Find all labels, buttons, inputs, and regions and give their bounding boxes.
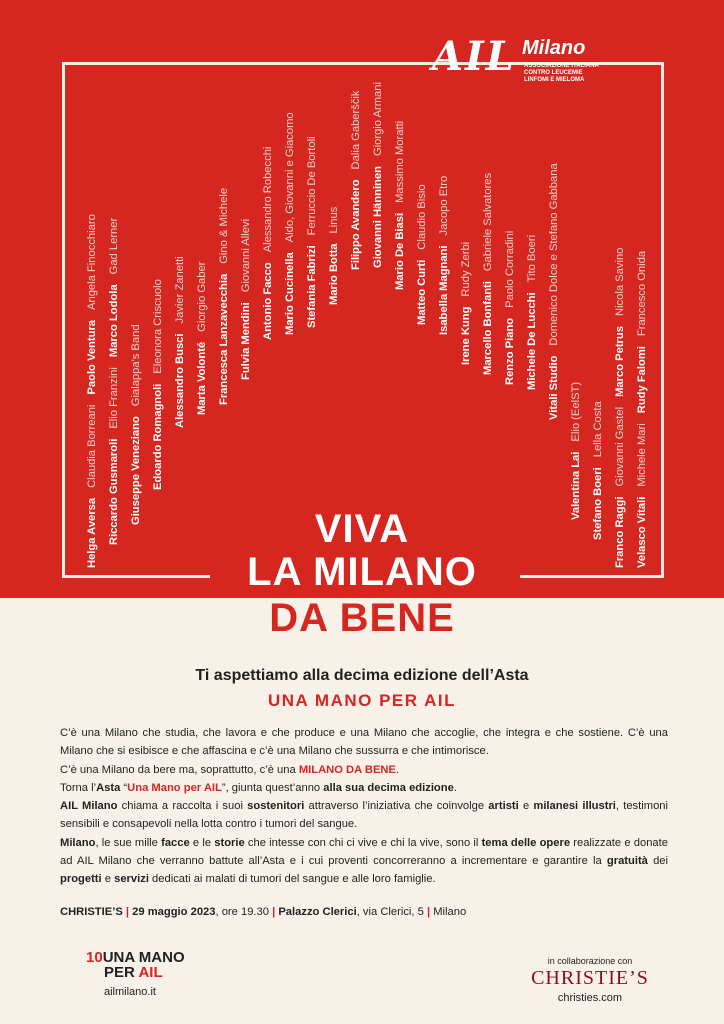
auction-name: Una Mano per AIL [127, 781, 222, 794]
event-venue: Palazzo Clerici [278, 906, 357, 918]
text-bold: milanesi illustri [533, 800, 616, 813]
name-entry: Marco Lodola [108, 284, 120, 358]
name-entry: Giorgio Armani [372, 82, 384, 157]
name-entry: Matteo Curti [416, 259, 428, 325]
name-entry: Michele De Lucchi [526, 292, 538, 390]
name-column [328, 207, 341, 305]
name-entry: Michele Mari [636, 423, 648, 487]
name-entry: Stefano Boeri [592, 467, 604, 540]
christies-logo[interactable]: CHRISTIE’S [531, 967, 649, 989]
separator: | [272, 906, 276, 918]
paragraph-5 [60, 834, 668, 889]
name-entry: Isabella Magnani [438, 245, 450, 335]
separator: | [125, 906, 130, 918]
event-address: , via Clerici, 5 [356, 906, 424, 918]
name-entry: Stefania Fabrizi [306, 245, 318, 328]
paragraph-3 [60, 779, 668, 797]
name-entry: Paolo Corradini [504, 230, 516, 308]
separator: | [426, 906, 431, 918]
name-entry: Francesco Onida [636, 250, 648, 337]
name-entry: Gabriele Salvatores [482, 172, 494, 272]
name-entry: Eleonora Criscuolo [152, 279, 164, 374]
ail-milano-link[interactable]: ailmilano.it [104, 986, 156, 998]
text-bold: facce [161, 836, 190, 849]
auction-house: CHRISTIE’S [60, 906, 123, 918]
name-column [438, 176, 451, 335]
name-column [174, 256, 187, 428]
una-mano-per-ail-logo[interactable] [86, 950, 216, 998]
event-date: 29 maggio 2023 [132, 906, 216, 918]
name-entry: Marta Volonté [196, 341, 208, 415]
paragraph-2 [60, 761, 668, 779]
text-run: dedicati ai malati di tumori del sangue e alle loro famiglie. [148, 873, 436, 886]
name-column [570, 382, 583, 520]
logo-subtitle-line: ASSOCIAZIONE ITALIANA [524, 63, 599, 69]
name-column [394, 121, 407, 290]
text-bold: alla sua decima edizione [323, 781, 454, 794]
name-column [372, 82, 385, 268]
text-run: . [453, 781, 457, 794]
name-column [130, 324, 143, 525]
name-entry: Gad Lerner [108, 217, 120, 275]
name-column [504, 231, 517, 385]
name-entry: Nicola Savino [614, 247, 626, 317]
christies-block [520, 956, 660, 1004]
text-bold: AIL Milano [60, 800, 118, 813]
name-entry: Mario Botta [328, 243, 340, 305]
name-entry: Mario De Biasi [394, 212, 406, 290]
footer-logo-line-1 [86, 950, 216, 965]
name-entry: Angela Finocchiaro [86, 214, 98, 310]
name-entry: Lella Costa [592, 401, 604, 458]
name-entry: Claudio Bisio [416, 184, 428, 250]
text-bold: Asta [96, 781, 121, 794]
paragraph-4 [60, 797, 668, 834]
name-entry: Mario Cucinella [284, 252, 296, 335]
name-entry: Aldo, Giovanni e Giacomo [284, 112, 296, 243]
name-entry: Edoardo Romagnoli [152, 383, 164, 490]
name-column [284, 112, 297, 335]
name-column [482, 173, 495, 375]
name-entry: Filippo Avandero [350, 179, 362, 270]
name-column [416, 184, 429, 325]
name-column [196, 262, 209, 415]
name-entry: Paolo Ventura [86, 319, 98, 395]
text-bold: Milano [60, 836, 96, 849]
text-run: e [518, 800, 534, 813]
subtitle: Ti aspettiamo alla decima edizione dell’Asta [195, 667, 529, 684]
footer-logo-text: PER [104, 964, 139, 981]
name-column [306, 136, 319, 328]
title-line-3: DA BENE [269, 596, 455, 640]
logo-city: Milano [522, 37, 586, 59]
text-bold: progetti [60, 873, 102, 886]
text-bold: sostenitori [247, 800, 305, 813]
text-run: attraverso l’iniziativa che coinvolge [304, 800, 489, 813]
text-run: realizzate e donate ad AIL Milano che verranno battute all’Asta e i cui proventi concorreranno a incrementare e garantire la [60, 836, 668, 868]
ail-logo-mark: AIL [432, 33, 516, 80]
text-bold: tema delle opere [481, 836, 571, 849]
name-column [218, 188, 231, 405]
name-entry: Dalia Gaberščik [350, 90, 362, 170]
name-entry: Tito Boeri [526, 234, 538, 283]
name-entry: Alessandro Robecchi [262, 146, 274, 253]
name-entry: Rudy Zerbi [460, 241, 472, 297]
event-details [60, 906, 680, 918]
name-entry: Elio (EelST) [570, 381, 582, 442]
name-entry: Ferruccio De Bortoli [306, 136, 318, 236]
name-column [526, 235, 539, 390]
name-entry: Alessandro Busci [174, 333, 186, 428]
footer-logo-text: UNA MANO [102, 949, 185, 966]
name-entry: Francesca Lanzavecchia [218, 273, 230, 405]
name-entry: Giovanni Allevi [240, 218, 252, 293]
name-entry: Domenico Dolce e Stefano Gabbana [548, 163, 560, 346]
milano-da-bene: MILANO DA BENE [298, 763, 396, 776]
text-run: e le [189, 836, 215, 849]
event-time: , ore 19.30 [215, 906, 269, 918]
title-line-1: VIVA [314, 507, 410, 551]
text-run: C’è una Milano da bere ma, soprattutto, c’è una [60, 763, 299, 776]
name-entry: Vitali Studio [548, 355, 560, 420]
text-run: e [101, 873, 115, 886]
name-column [548, 163, 561, 420]
text-run: dei [647, 855, 668, 868]
text-bold: storie [214, 836, 245, 849]
christies-link[interactable]: christies.com [557, 992, 623, 1004]
name-entry: Claudia Borreani [86, 404, 98, 488]
name-entry: Renzo Piano [504, 317, 516, 385]
name-entry: Marcello Bonfanti [482, 281, 494, 375]
name-entry: Javier Zanetti [174, 256, 186, 324]
text-run: “ [120, 781, 128, 794]
name-entry: Elio Franzini [108, 367, 120, 429]
name-entry: Giovanni Gastel [614, 406, 626, 487]
event-name: UNA MANO PER AIL [267, 691, 456, 710]
collaboration-label: in collaborazione con [547, 956, 633, 966]
text-run: ”, giunta quest’anno [221, 781, 324, 794]
name-column [108, 218, 121, 545]
name-entry: Fulvia Mendini [240, 302, 252, 380]
name-entry: Giovanni Hänninen [372, 166, 384, 268]
footer-logo-line-2 [86, 965, 216, 980]
paragraph-1: C’è una Milano che studia, che lavora e che produce e una Milano che accoglie, che integra e che sostiene. C’è una Milano che si esibisce e che affascina e c’è una Milano che sussurra e che intimorisce. [60, 727, 668, 758]
name-column [262, 147, 275, 340]
name-column [460, 242, 473, 365]
body-text [60, 724, 668, 889]
text-run: che intesse con chi ci vive e chi la vive, sono il [244, 836, 482, 849]
title-line-2: LA MILANO [247, 550, 477, 594]
name-entry: Rudy Falomi [636, 346, 648, 414]
name-column [152, 279, 165, 490]
logo-subtitle-line: LINFOMI E MIELOMA [524, 77, 585, 83]
name-entry: Riccardo Gusmaroli [108, 438, 120, 545]
edition-number: 10 [86, 949, 103, 966]
name-entry: Massimo Moratti [394, 120, 406, 203]
name-entry: Gialappa's Band [130, 324, 142, 407]
name-entry: Giorgio Gaber [196, 261, 208, 332]
name-entry: Velasco Vitali [636, 496, 648, 568]
name-entry: Giuseppe Veneziano [130, 416, 142, 525]
event-city: Milano [433, 906, 467, 918]
text-bold: gratuità [606, 855, 648, 868]
name-entry: Marco Petrus [614, 326, 626, 397]
text-run: , testimoni sensibili e consapevoli nella lotta contro i tumori del sangue. [60, 800, 668, 831]
text-bold: servizi [114, 873, 149, 886]
name-entry: Linus [328, 206, 340, 234]
name-entry: Franco Raggi [614, 496, 626, 568]
name-entry: Antonio Facco [262, 262, 274, 340]
name-entry: Helga Aversa [86, 497, 98, 568]
name-entry: Valentina Lai [570, 451, 582, 520]
name-entry: Gino & Michele [218, 187, 230, 264]
text-run: chiama a raccolta i suoi [117, 800, 248, 813]
footer-logo-ail: AIL [138, 964, 163, 981]
text-run: . [395, 763, 400, 776]
name-entry: Jacopo Etro [438, 175, 450, 236]
text-bold: artisti [488, 800, 519, 813]
text-run: Torna l’ [60, 781, 97, 794]
name-column [350, 90, 363, 270]
text-run: , le sue mille [95, 836, 162, 849]
name-column [240, 219, 253, 380]
name-entry: Irene Kung [460, 306, 472, 365]
logo-subtitle-line: CONTRO LEUCEMIE [524, 70, 583, 76]
